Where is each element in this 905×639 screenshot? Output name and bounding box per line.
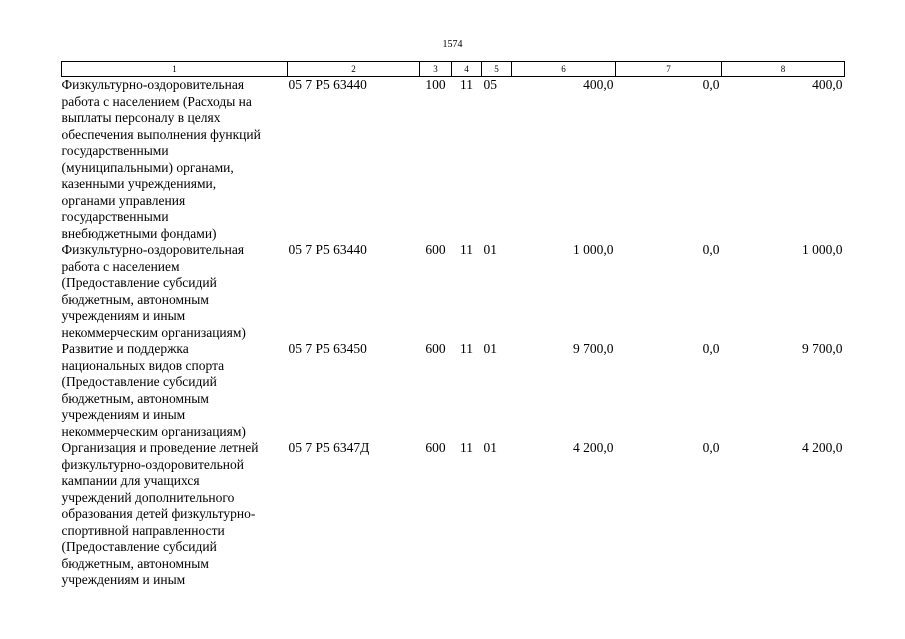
table-row [62, 242, 845, 341]
row-col6: 9 700,0 [573, 341, 614, 356]
name-line: бюджетным, автономным [61, 555, 209, 571]
budget-table [61, 61, 845, 589]
column-header-6: 6 [512, 62, 616, 77]
row-name [62, 341, 288, 440]
column-header-3: 3 [420, 62, 452, 77]
row-col8: 400,0 [812, 77, 843, 92]
name-line: учреждениям и иным [61, 407, 186, 422]
column-header-5: 5 [482, 62, 512, 77]
row-code: 05 7 Р5 63440 [288, 77, 367, 92]
table-row [62, 77, 845, 243]
row-col4: 11 [460, 440, 473, 455]
column-header-1: 1 [62, 62, 288, 77]
name-line: национальных видов спорта [61, 357, 225, 373]
name-line: (муниципальными) органами, [61, 159, 234, 175]
name-line: государственными [61, 209, 169, 224]
name-line: работа с населением [61, 258, 180, 274]
row-name [62, 242, 288, 341]
row-col6: 1 000,0 [573, 242, 614, 257]
name-line: внебюджетными фондами) [61, 225, 217, 241]
column-header-4: 4 [452, 62, 482, 77]
name-line: Физкультурно-оздоровительная [61, 242, 245, 257]
row-name [62, 77, 288, 243]
row-col5: 01 [483, 341, 497, 356]
row-col3: 600 [425, 341, 446, 356]
name-line: (Предоставление субсидий [61, 275, 217, 290]
row-col8: 4 200,0 [802, 440, 843, 455]
row-col5: 01 [483, 242, 497, 257]
row-col6: 400,0 [583, 77, 614, 92]
column-number-row [62, 62, 845, 77]
name-line: бюджетным, автономным [61, 390, 209, 406]
row-col6: 4 200,0 [573, 440, 614, 455]
row-name [62, 440, 288, 589]
name-line: Физкультурно-оздоровительная [61, 77, 245, 92]
row-code: 05 7 Р5 63450 [288, 341, 367, 356]
column-header-8: 8 [722, 62, 845, 77]
name-line: казенными учреждениями, [61, 176, 217, 191]
row-col7: 0,0 [702, 440, 720, 455]
row-col8: 9 700,0 [802, 341, 843, 356]
row-col5: 05 [483, 77, 497, 92]
row-col3: 100 [425, 77, 446, 92]
row-col3: 600 [425, 440, 446, 455]
name-line: учреждениям и иным [61, 308, 186, 323]
column-header-7: 7 [616, 62, 722, 77]
name-line: физкультурно-оздоровительной [61, 456, 244, 472]
table-row [62, 440, 845, 589]
table-row [62, 341, 845, 440]
row-code: 05 7 Р5 63440 [288, 242, 367, 257]
name-line: работа с населением (Расходы на [61, 93, 252, 109]
name-line: образования детей физкультурно- [61, 506, 256, 521]
row-code: 05 7 Р5 6347Д [288, 440, 370, 455]
name-line: бюджетным, автономным [61, 291, 209, 307]
name-line: спортивной направленности [61, 522, 225, 538]
row-col4: 11 [460, 242, 473, 257]
name-line: кампании для учащихся [61, 473, 200, 488]
name-line: учреждений дополнительного [61, 489, 235, 505]
row-col8: 1 000,0 [802, 242, 843, 257]
page-number: 1574 [442, 39, 463, 50]
name-line: государственными [61, 143, 169, 158]
row-col7: 0,0 [702, 341, 720, 356]
row-col5: 01 [483, 440, 497, 455]
name-line: Организация и проведение летней [61, 440, 259, 455]
name-line: учреждениям и иным [61, 572, 186, 587]
name-line: органами управления [61, 192, 186, 208]
name-line: некоммерческим организациям) [61, 423, 246, 439]
name-line: (Предоставление субсидий [61, 374, 217, 389]
row-col4: 11 [460, 341, 473, 356]
name-line: выплаты персоналу в целях [61, 110, 221, 125]
row-col7: 0,0 [702, 242, 720, 257]
row-col3: 600 [425, 242, 446, 257]
name-line: (Предоставление субсидий [61, 539, 217, 554]
name-line: Развитие и поддержка [61, 341, 189, 356]
row-col4: 11 [460, 77, 473, 92]
column-header-2: 2 [288, 62, 420, 77]
row-col7: 0,0 [702, 77, 720, 92]
name-line: обеспечения выполнения функций [61, 126, 261, 142]
name-line: некоммерческим организациям) [61, 324, 246, 340]
